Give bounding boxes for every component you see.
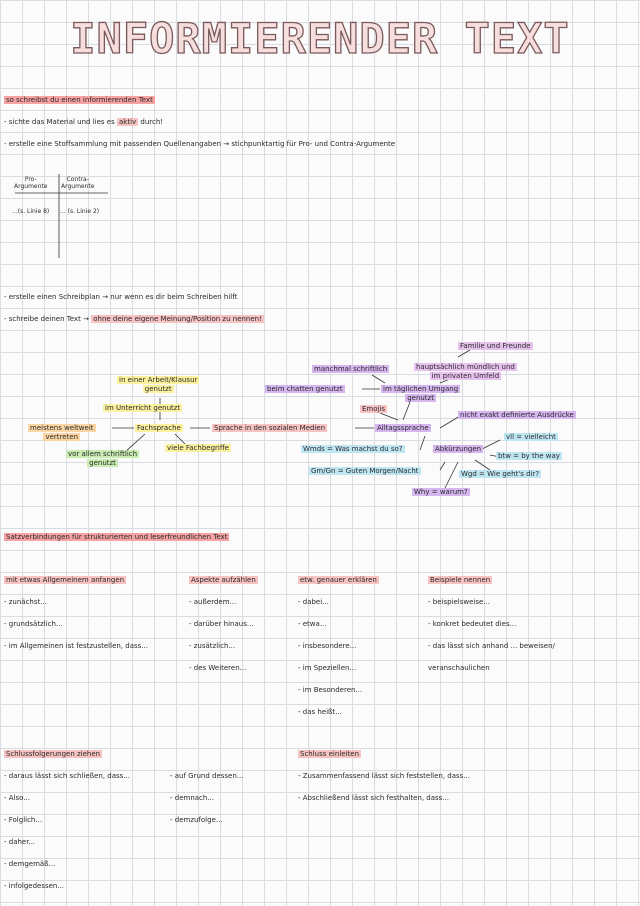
abbr-wmds: Wmds = Was machst du so? — [303, 445, 403, 453]
list-item: veranschaulichen — [428, 664, 490, 672]
list-item: - Zusammenfassend lässt sich feststellen, dass... — [298, 772, 471, 780]
list-item: - zunächst... — [4, 598, 47, 606]
node-family: Familie und Freunde — [460, 342, 531, 350]
abbr-vll: vll = vielleicht — [506, 433, 556, 441]
node-terms: viele Fachbegriffe — [167, 444, 229, 452]
node-daily: im täglichen Umgang genutzt — [383, 385, 459, 402]
list-item: - Abschließend lässt sich festhalten, dass... — [298, 794, 450, 802]
section-heading-conclusion-intro: Schluss einleiten — [300, 750, 360, 758]
step-write-text: - schreibe deinen Text → ohne deine eigene Meinung/Position zu nennen! — [4, 315, 262, 323]
list-item: - das lässt sich anhand ... beweisen/ — [428, 642, 555, 650]
list-item: - außerdem... — [189, 598, 237, 606]
node-emojis: Emojis — [362, 405, 386, 413]
list-item: - konkret bedeutet dies... — [428, 620, 517, 628]
list-item: - das heißt... — [298, 708, 342, 716]
node-lesson: im Unterricht genutzt — [105, 404, 181, 412]
list-item: - Folglich... — [4, 816, 43, 824]
list-item: - etwa... — [298, 620, 327, 628]
list-item: - im Besonderen... — [298, 686, 363, 694]
node-chat: beim chatten genutzt — [267, 385, 343, 393]
node-worldwide: meistens weltweit vertreten — [30, 424, 94, 441]
table-header-contra: Contra- Argumente — [61, 176, 95, 190]
step-writing-plan: - erstelle einen Schreibplan → nur wenn es dir beim Schreiben hilft — [4, 293, 238, 301]
node-mainly-oral: hauptsächlich mündlich und im privaten Umfeld — [416, 363, 515, 380]
list-item: - zusätzlich... — [189, 642, 236, 650]
list-item: - demnach... — [170, 794, 215, 802]
step-collect-material: - erstelle eine Stoffsammlung mit passenden Quellenangaben → stichpunktartig für Pro- und Contra-Argumente — [4, 140, 396, 148]
mindmap-center: Sprache in den sozialen Medien — [214, 424, 326, 432]
list-item: - auf Grund dessen... — [170, 772, 244, 780]
list-item: - insbesondere... — [298, 642, 357, 650]
section-heading-conclusions: Schlussfolgerungen ziehen — [6, 750, 101, 758]
list-item: - demgemäß... — [4, 860, 56, 868]
section-heading-how-to: so schreibst du einen informierenden Text — [6, 96, 153, 104]
list-item: - Also... — [4, 794, 30, 802]
list-item: - grundsätzlich... — [4, 620, 63, 628]
mindmap-alltagssprache: Alltagssprache — [377, 424, 429, 432]
abbr-why: Why = warum? — [414, 488, 468, 496]
mindmap-fachsprache: Fachsprache — [137, 424, 181, 432]
abbr-gm: Gm/Gn = Guten Morgen/Nacht — [311, 467, 419, 475]
table-cell-contra: ... (s. Linie 2) — [60, 208, 100, 215]
list-item: - infolgedessen... — [4, 882, 65, 890]
list-item: - beispielsweise... — [428, 598, 490, 606]
list-item: - dabei... — [298, 598, 329, 606]
table-cell-pro: ...(s. Linie 8) — [12, 208, 50, 215]
step-read-material: - sichte das Material und lies es aktiv durch! — [4, 118, 164, 126]
node-not-exact: nicht exakt definierte Ausdrücke — [460, 411, 574, 419]
node-sometimes-written: manchmal schriftlich — [314, 365, 388, 373]
list-item: - demzufolge... — [170, 816, 223, 824]
node-exam: in einer Arbeit/Klausur genutzt — [119, 376, 198, 393]
list-item: - des Weiteren... — [189, 664, 247, 672]
table-header-pro: Pro- Argumente — [14, 176, 48, 190]
list-item: - im Allgemeinen ist festzustellen, dass... — [4, 642, 148, 650]
list-item: - daher... — [4, 838, 36, 846]
section-heading-connectors: Satzverbindungen für strukturierten und leserfreundlichen Text — [6, 533, 228, 541]
abbr-btw: btw = by the way — [498, 452, 560, 460]
abbr-wgd: Wgd = Wie geht's dir? — [461, 470, 540, 478]
list-item: - darüber hinaus... — [189, 620, 254, 628]
node-abbreviations: Abkürzungen — [435, 445, 482, 453]
list-item: - daraus lässt sich schließen, dass... — [4, 772, 130, 780]
page-title: INFORMIERENDER TEXT — [70, 14, 570, 63]
list-item: - im Speziellen... — [298, 664, 357, 672]
node-written: vor allem schriftlich genutzt — [68, 450, 138, 467]
